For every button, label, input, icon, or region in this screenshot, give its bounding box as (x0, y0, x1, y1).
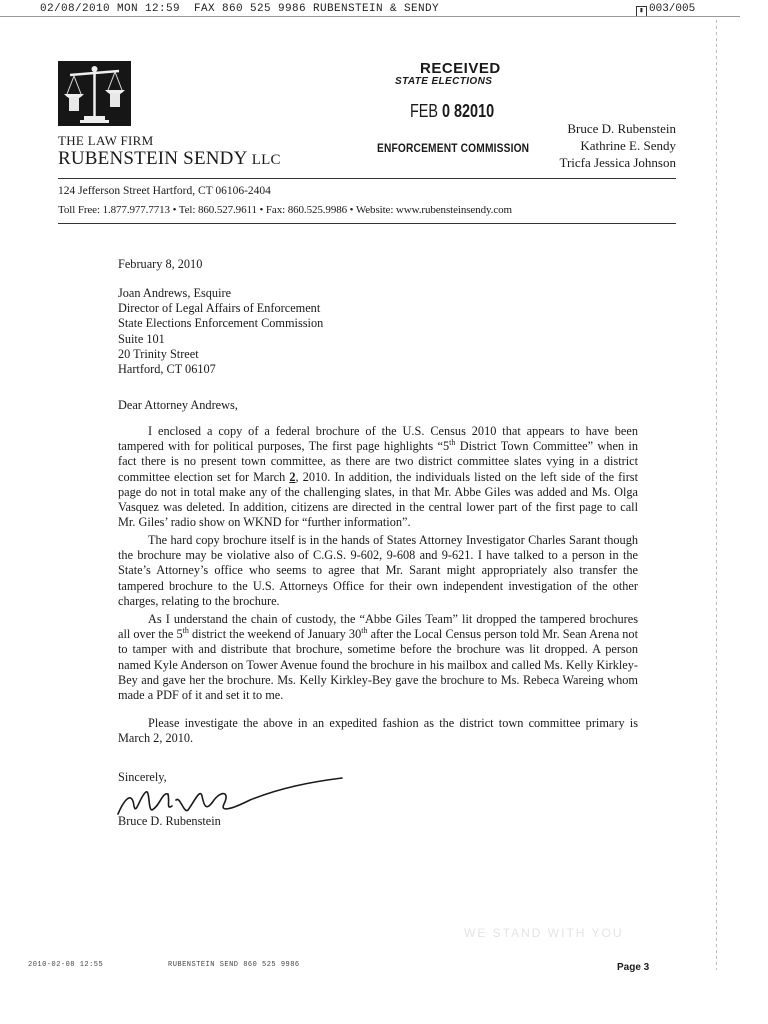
recipient-line: Hartford, CT 06107 (118, 362, 216, 377)
paragraph-2 (118, 533, 638, 609)
letterhead-divider-top (58, 178, 676, 179)
recipient-line: Director of Legal Affairs of Enforcement (118, 301, 321, 316)
scales-of-justice-logo-icon (58, 61, 131, 126)
page-number: Page 3 (617, 962, 650, 973)
footer-left-mark: 2010-02-08 12:55 (28, 961, 104, 969)
letter-date: February 8, 2010 (118, 257, 203, 271)
paragraph-1-text-a: I enclosed a copy of a federal brochure of the U.S. Census 2010 that appears to have been tampered with for political purposes, The first page highlights “5 (118, 424, 638, 454)
stamp-date-year: 2010 (462, 101, 495, 121)
recipient-line: State Elections Enforcement Commission (118, 316, 324, 331)
fax-header-line: 02/08/2010 MON 12:59 FAX 860 525 9986 RUBENSTEIN & SENDY (40, 3, 440, 15)
fax-page-counter-text: 003/005 (649, 3, 696, 15)
fax-divider (0, 16, 740, 17)
stamp-date (410, 101, 494, 122)
stamp-date-day: 0 8 (442, 101, 463, 121)
closing: Sincerely, (118, 770, 167, 784)
paragraph-3-text-a: As I understand the chain of custody, the “Abbe Giles Team” lit dropped the tampered brochures all over the 5 (118, 612, 638, 642)
recipient-block (118, 286, 638, 377)
firm-label: THE LAW FIRM (58, 133, 154, 148)
firm-name-text: RUBENSTEIN SENDY (58, 148, 247, 169)
partner-name: Bruce D. Rubenstein (567, 121, 676, 136)
paragraph-1-text-b: District Town Committee” when in fact there is no present town committee, as there are two district committee slates vying in a district committee election set for March (118, 439, 639, 484)
firm-name (58, 148, 281, 170)
salutation: Dear Attorney Andrews, (118, 398, 238, 412)
stamp-commission: ENFORCEMENT COMMISSION (377, 141, 530, 155)
partner-name: Tricfa Jessica Johnson (559, 155, 676, 170)
recipient-line: Joan Andrews, Esquire (118, 286, 232, 300)
paragraph-4-text: Please investigate the above in an expedited fashion as the district town committee primary is March 2, 2010. (118, 716, 638, 746)
paragraph-1-sup: th (449, 438, 456, 448)
fax-page-counter (636, 3, 695, 17)
stamp-date-month: FEB (410, 101, 439, 121)
firm-address: 124 Jefferson Street Hartford, CT 06106-2404 (58, 185, 271, 197)
recipient-line: 20 Trinity Street (118, 346, 199, 361)
letterhead-divider-bottom (58, 223, 676, 224)
paragraph-3-text-b: district the weekend of January 30 (188, 627, 362, 642)
firm-contact: Toll Free: 1.877.977.7713 • Tel: 860.527.9611 • Fax: 860.525.9986 • Website: www.rubensteinsendy.com (58, 204, 512, 216)
footer-fax-mark: RUBENSTEIN SEND 860 525 9986 (168, 961, 300, 969)
paragraph-2-text: The hard copy brochure itself is in the hands of States Attorney Investigator Charles Sarant though the brochure may be violative also of C.G.S. 9-602, 9-608 and 9-621. I have talked to a person in the State’s Attorney’s office who seems to agree that Mr. Sarant might appropriately also transfer the tampered brochure to the U.S. Attorneys Office for their own independent investigation of the other charges, relating to the brochure. (118, 533, 638, 608)
partner-list (559, 120, 676, 171)
paragraph-3-text-c: after the Local Census person told Mr. Sean Arena not to tamper with and distribute that brochure, sometime before the brochure was lit dropped. A person named Kyle Anderson on Tower Avenue found the brochure in his mailbox and called Ms. Kelly Kirkley-Bey and gave her the brochure. Ms. Kelly Kirkley-Bey gave the brochure to Ms. Rebeca Wareing whom made a PDF of it and set it to me. (118, 627, 638, 703)
stamp-state-elections: STATE ELECTIONS (395, 76, 493, 87)
partner-name: Kathrine E. Sendy (580, 138, 676, 153)
paragraph-4 (118, 716, 638, 746)
paragraph-1-handwritten-mark: 2 (289, 469, 296, 484)
fax-box-icon: ▮ (636, 6, 647, 17)
scan-edge-line (716, 20, 717, 970)
watermark-text: WE STAND WITH YOU (464, 926, 624, 940)
paragraph-3-sup-2: th (361, 626, 368, 636)
recipient-line: Suite 101 (118, 331, 165, 346)
paragraph-3-sup-1: th (182, 626, 189, 636)
signer-name: Bruce D. Rubenstein (118, 814, 221, 828)
paragraph-1 (118, 424, 638, 530)
paragraph-1-text-c: , 2010. In addition, the individuals listed on the left side of the first page do not in total make any of the challenging slates, in that Mr. Abbe Giles was added and Ms. Olga Vasquez was deleted. In addition, citizens are directed in the central lower part of the first page to call Mr. Giles’ radio show on WKND for “further information”. (118, 469, 638, 530)
firm-suffix: LLC (251, 152, 281, 168)
stamp-received: RECEIVED (420, 60, 501, 77)
paragraph-3 (118, 612, 638, 703)
